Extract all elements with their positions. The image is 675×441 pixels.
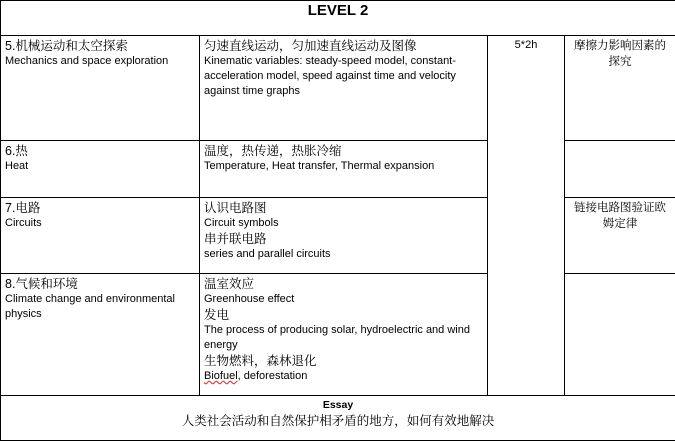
content-line: Kinematic variables: steady-speed model, constant-acceleration model, speed against time and velocity against time graphs xyxy=(204,54,483,99)
level-title: LEVEL 2 xyxy=(1,1,675,36)
topic-zh: 6.热 xyxy=(5,143,195,159)
topic-cell xyxy=(1,274,200,396)
topic-zh: 8.气候和环境 xyxy=(5,276,195,292)
content-cell xyxy=(200,274,488,396)
activity-cell: 摩擦力影响因素的探究 xyxy=(565,36,675,141)
activity-cell xyxy=(565,141,675,198)
hours-cell: 5*2h xyxy=(488,36,565,396)
table-row xyxy=(1,198,675,274)
topic-zh: 5.机械运动和太空探索 xyxy=(5,38,195,54)
content-line: 温室效应 xyxy=(204,276,483,292)
essay-title: Essay xyxy=(5,398,671,413)
essay-cell xyxy=(1,396,675,441)
topic-cell xyxy=(1,36,200,141)
content-line: 温度，热传递，热胀冷缩 xyxy=(204,143,483,159)
table-row xyxy=(1,141,675,198)
topic-en: Heat xyxy=(5,159,195,174)
essay-question: 人类社会活动和自然保护相矛盾的地方，如何有效地解决 xyxy=(5,413,671,429)
spellcheck-word: Biofuel xyxy=(204,370,238,382)
table-row xyxy=(1,274,675,396)
content-line xyxy=(204,369,483,384)
table-row xyxy=(1,36,675,141)
content-cell xyxy=(200,198,488,274)
content-line: 匀速直线运动，匀加速直线运动及图像 xyxy=(204,38,483,54)
content-line: 串并联电路 xyxy=(204,231,483,247)
topic-cell xyxy=(1,198,200,274)
activity-cell: 链接电路图验证欧姆定律 xyxy=(565,198,675,274)
content-line: 认识电路图 xyxy=(204,200,483,216)
content-line: 生物燃料，森林退化 xyxy=(204,353,483,369)
content-line: Temperature, Heat transfer, Thermal expansion xyxy=(204,159,483,174)
content-line: Circuit symbols xyxy=(204,216,483,231)
topic-en: Climate change and environmental physics xyxy=(5,292,195,322)
topic-en: Circuits xyxy=(5,216,195,231)
topic-en: Mechanics and space exploration xyxy=(5,54,195,69)
content-cell xyxy=(200,141,488,198)
content-text: , deforestation xyxy=(238,370,308,382)
content-line: 发电 xyxy=(204,307,483,323)
content-line: series and parallel circuits xyxy=(204,247,483,262)
content-line: The process of producing solar, hydroelectric and wind energy xyxy=(204,323,483,353)
content-line: Greenhouse effect xyxy=(204,292,483,307)
topic-cell xyxy=(1,141,200,198)
topic-zh: 7.电路 xyxy=(5,200,195,216)
activity-cell xyxy=(565,274,675,396)
content-cell xyxy=(200,36,488,141)
